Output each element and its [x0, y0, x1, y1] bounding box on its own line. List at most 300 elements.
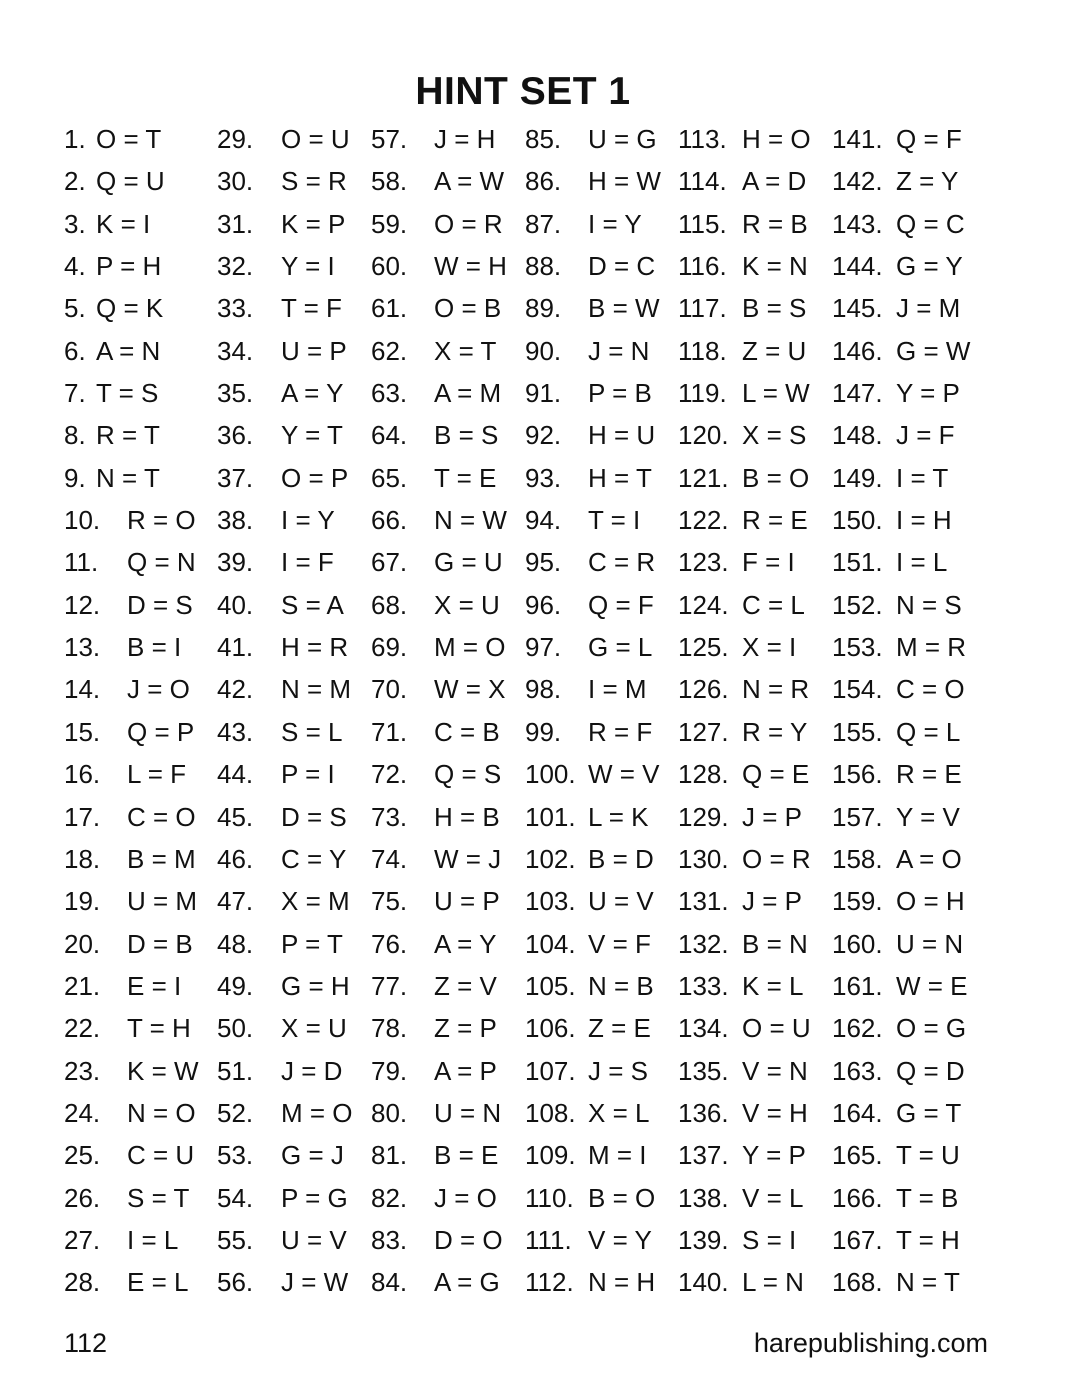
- hint-number: 64.: [371, 420, 408, 451]
- hint-number: 33.: [217, 293, 254, 324]
- hint-row: [371, 414, 507, 456]
- hint-pair: K = I: [96, 208, 151, 239]
- hint-pair: O = R: [434, 208, 503, 239]
- hint-number: 126.: [678, 674, 729, 705]
- hint-row: [217, 330, 353, 372]
- hint-row: [217, 838, 353, 880]
- hint-pair: G = Y: [896, 251, 963, 282]
- hint-pair: O = T: [96, 124, 162, 154]
- hint-pair: V = H: [742, 1097, 808, 1128]
- hint-number: 100.: [525, 759, 576, 790]
- hint-row: [371, 1219, 507, 1261]
- hint-pair: Q = F: [896, 124, 962, 154]
- hint-number: 18.: [64, 843, 101, 874]
- hint-row: [64, 923, 199, 965]
- hint-pair: J = P: [742, 801, 802, 832]
- hint-row: [678, 1134, 811, 1176]
- hint-pair: N = T: [896, 1267, 960, 1298]
- hint-pair: G = J: [281, 1140, 344, 1171]
- hint-number: 157.: [832, 801, 883, 832]
- hint-number: 13.: [64, 632, 101, 663]
- hint-column-2: [217, 118, 353, 1304]
- hint-pair: W = E: [896, 970, 968, 1001]
- hint-row: [64, 753, 199, 795]
- hint-number: 153.: [832, 632, 883, 663]
- hint-number: 8.: [64, 420, 86, 451]
- hint-pair: C = L: [742, 589, 805, 620]
- hint-pair: T = H: [896, 1224, 960, 1255]
- hint-number: 44.: [217, 759, 254, 790]
- hint-row: [832, 541, 970, 583]
- hint-row: [371, 1007, 507, 1049]
- hint-row: [678, 796, 811, 838]
- hint-row: [217, 626, 353, 668]
- hint-number: 14.: [64, 674, 101, 705]
- hint-row: [371, 160, 507, 202]
- hint-number: 53.: [217, 1140, 254, 1171]
- hint-pair: S = T: [127, 1182, 190, 1213]
- hint-pair: I = L: [896, 547, 948, 578]
- hint-pair: J = M: [896, 293, 961, 324]
- hint-row: [832, 753, 970, 795]
- hint-number: 49.: [217, 970, 254, 1001]
- hint-number: 98.: [525, 674, 562, 705]
- hint-number: 7.: [64, 378, 86, 409]
- hint-pair: Z = P: [434, 1013, 497, 1044]
- hint-number: 123.: [678, 547, 729, 578]
- hint-number: 11.: [64, 547, 99, 578]
- hint-row: [832, 414, 970, 456]
- hint-row: [678, 330, 811, 372]
- hint-pair: P = T: [281, 928, 343, 959]
- hint-number: 36.: [217, 420, 254, 451]
- hint-row: [217, 796, 353, 838]
- hint-number: 138.: [678, 1182, 729, 1213]
- hint-pair: G = U: [434, 547, 503, 578]
- hint-number: 92.: [525, 420, 562, 451]
- hint-pair: O = U: [742, 1013, 811, 1044]
- hint-row: [832, 584, 970, 626]
- hint-pair: W = H: [434, 251, 507, 282]
- hint-pair: C = B: [434, 716, 500, 747]
- hint-row: [832, 668, 970, 710]
- hint-row: [371, 1050, 507, 1092]
- hint-row: [217, 753, 353, 795]
- hint-number: 23.: [64, 1055, 101, 1086]
- hint-pair: B = D: [588, 843, 654, 874]
- hint-pair: D = O: [434, 1224, 503, 1255]
- hint-pair: J = N: [588, 335, 650, 366]
- hint-pair: O = U: [281, 124, 350, 154]
- hint-number: 2.: [64, 166, 86, 197]
- hint-number: 103.: [525, 886, 576, 917]
- hint-pair: O = G: [896, 1013, 967, 1044]
- hint-row: [832, 203, 970, 245]
- hint-row: [678, 1007, 811, 1049]
- hint-number: 160.: [832, 928, 883, 959]
- hint-number: 58.: [371, 166, 408, 197]
- hint-row: [678, 880, 811, 922]
- hint-row: [832, 1219, 970, 1261]
- hint-row: [832, 1092, 970, 1134]
- hint-pair: B = O: [742, 462, 810, 493]
- hint-number: 54.: [217, 1182, 254, 1213]
- hint-column-4: [525, 118, 661, 1304]
- hint-pair: M = O: [434, 632, 506, 663]
- hint-pair: D = S: [127, 589, 193, 620]
- hint-number: 106.: [525, 1013, 576, 1044]
- hint-row: [678, 1050, 811, 1092]
- hint-row: [832, 923, 970, 965]
- hint-row: [64, 245, 199, 287]
- hint-pair: C = O: [127, 801, 196, 832]
- hint-number: 73.: [371, 801, 408, 832]
- hint-pair: G = L: [588, 632, 653, 663]
- hint-number: 81.: [371, 1140, 408, 1171]
- hint-pair: X = S: [742, 420, 807, 451]
- hint-pair: Y = I: [281, 251, 335, 282]
- hint-number: 168.: [832, 1267, 883, 1298]
- hint-row: [371, 499, 507, 541]
- hint-row: [64, 203, 199, 245]
- hint-row: [217, 880, 353, 922]
- hint-pair: I = Y: [281, 505, 335, 536]
- hint-pair: B = W: [588, 293, 660, 324]
- hint-row: [525, 965, 661, 1007]
- hint-row: [832, 796, 970, 838]
- hint-number: 72.: [371, 759, 408, 790]
- hint-row: [371, 118, 507, 160]
- hint-number: 17.: [64, 801, 101, 832]
- hint-number: 116.: [678, 251, 727, 282]
- hint-row: [371, 457, 507, 499]
- hint-row: [217, 499, 353, 541]
- hint-row: [64, 1177, 199, 1219]
- hint-row: [217, 965, 353, 1007]
- hint-pair: V = Y: [588, 1224, 652, 1255]
- hint-pair: T = H: [127, 1013, 191, 1044]
- hint-pair: N = H: [588, 1267, 656, 1298]
- hint-row: [525, 203, 661, 245]
- hint-row: [525, 753, 661, 795]
- hint-number: 15.: [64, 716, 101, 747]
- hint-pair: Y = T: [281, 420, 343, 451]
- hint-number: 161.: [832, 970, 883, 1001]
- hint-number: 112.: [525, 1267, 574, 1298]
- hint-pair: B = S: [434, 420, 499, 451]
- hint-pair: N = W: [434, 505, 507, 536]
- hint-pair: B = O: [588, 1182, 656, 1213]
- hint-row: [64, 1134, 199, 1176]
- hint-pair: H = R: [281, 632, 349, 663]
- hint-number: 159.: [832, 886, 883, 917]
- hint-row: [525, 796, 661, 838]
- hint-pair: N = S: [896, 589, 962, 620]
- hint-row: [525, 457, 661, 499]
- hint-number: 136.: [678, 1097, 729, 1128]
- hint-number: 68.: [371, 589, 408, 620]
- hint-number: 111.: [525, 1224, 572, 1255]
- hint-number: 144.: [832, 251, 883, 282]
- hint-number: 143.: [832, 208, 883, 239]
- hint-pair: H = U: [588, 420, 656, 451]
- hint-row: [371, 880, 507, 922]
- hint-row: [371, 372, 507, 414]
- hint-row: [64, 372, 199, 414]
- hint-pair: L = W: [742, 378, 810, 409]
- hint-number: 52.: [217, 1097, 254, 1128]
- hint-number: 42.: [217, 674, 254, 705]
- hint-pair: N = B: [588, 970, 654, 1001]
- hint-number: 24.: [64, 1097, 101, 1128]
- hint-pair: X = L: [588, 1097, 650, 1128]
- hint-number: 127.: [678, 716, 729, 747]
- hint-pair: H = W: [588, 166, 661, 197]
- hint-pair: U = N: [896, 928, 964, 959]
- hint-row: [371, 796, 507, 838]
- hint-number: 25.: [64, 1140, 101, 1171]
- hint-row: [832, 838, 970, 880]
- hint-number: 47.: [217, 886, 254, 917]
- hint-row: [525, 880, 661, 922]
- hint-row: [678, 499, 811, 541]
- hint-row: [678, 626, 811, 668]
- hint-pair: U = V: [588, 886, 654, 917]
- hint-row: [371, 1177, 507, 1219]
- hint-row: [678, 1177, 811, 1219]
- hint-pair: B = I: [127, 632, 182, 663]
- hint-row: [832, 1134, 970, 1176]
- hint-number: 66.: [371, 505, 408, 536]
- hint-number: 55.: [217, 1224, 254, 1255]
- hint-pair: N = R: [742, 674, 810, 705]
- hint-pair: X = U: [281, 1013, 347, 1044]
- hint-pair: N = O: [127, 1097, 196, 1128]
- hint-row: [371, 1261, 507, 1303]
- hint-row: [525, 711, 661, 753]
- hint-pair: V = F: [588, 928, 651, 959]
- hint-row: [217, 457, 353, 499]
- hint-pair: A = O: [896, 843, 962, 874]
- hint-row: [217, 118, 353, 160]
- hint-pair: J = F: [896, 420, 955, 451]
- hint-pair: P = I: [281, 759, 335, 790]
- hint-pair: Q = F: [588, 589, 654, 620]
- hint-pair: A = Y: [281, 378, 344, 409]
- hint-pair: Z = Y: [896, 166, 959, 197]
- hint-pair: Q = K: [96, 293, 164, 324]
- hint-row: [525, 1092, 661, 1134]
- hint-number: 45.: [217, 801, 254, 832]
- publisher-website: harepublishing.com: [753, 1328, 988, 1358]
- hint-number: 137.: [678, 1140, 729, 1171]
- hint-number: 104.: [525, 928, 576, 959]
- hint-row: [832, 1050, 970, 1092]
- hint-pair: Z = U: [742, 335, 807, 366]
- hint-number: 109.: [525, 1140, 576, 1171]
- hint-pair: V = L: [742, 1182, 804, 1213]
- hint-row: [678, 965, 811, 1007]
- hint-number: 162.: [832, 1013, 883, 1044]
- hint-pair: U = M: [127, 886, 198, 917]
- hint-number: 41.: [217, 632, 254, 663]
- hint-row: [678, 668, 811, 710]
- hint-pair: B = M: [127, 843, 196, 874]
- page-number: 112: [64, 1328, 108, 1358]
- hint-row: [217, 711, 353, 753]
- hint-pair: K = P: [281, 208, 346, 239]
- hint-pair: I = H: [896, 505, 952, 536]
- hint-number: 95.: [525, 547, 562, 578]
- hint-pair: H = T: [588, 462, 652, 493]
- hint-number: 9.: [64, 462, 86, 493]
- hint-number: 65.: [371, 462, 408, 493]
- hint-pair: I = L: [127, 1224, 179, 1255]
- hint-number: 74.: [371, 843, 408, 874]
- hint-row: [678, 203, 811, 245]
- hint-pair: C = U: [127, 1140, 195, 1171]
- hint-pair: Q = S: [434, 759, 502, 790]
- hint-pair: U = G: [588, 124, 657, 154]
- hint-row: [678, 541, 811, 583]
- hint-row: [832, 160, 970, 202]
- hint-row: [371, 1092, 507, 1134]
- hint-pair: C = Y: [281, 843, 347, 874]
- hint-number: 110.: [525, 1182, 574, 1213]
- hint-number: 165.: [832, 1140, 883, 1171]
- hint-number: 90.: [525, 335, 562, 366]
- hint-number: 57.: [371, 124, 408, 154]
- hint-pair: V = N: [742, 1055, 808, 1086]
- hint-row: [678, 1261, 811, 1303]
- hint-column-5: [678, 118, 811, 1304]
- page-title: HINT SET 1: [415, 70, 631, 113]
- hint-row: [525, 499, 661, 541]
- hint-row: [832, 1177, 970, 1219]
- hint-pair: H = O: [742, 124, 811, 154]
- hint-row: [371, 668, 507, 710]
- hint-number: 154.: [832, 674, 883, 705]
- hint-row: [525, 584, 661, 626]
- hint-row: [832, 965, 970, 1007]
- hint-pair: R = F: [588, 716, 653, 747]
- hint-row: [64, 1219, 199, 1261]
- hint-row: [678, 711, 811, 753]
- hint-number: 96.: [525, 589, 562, 620]
- hint-number: 145.: [832, 293, 883, 324]
- hint-pair: A = D: [742, 166, 807, 197]
- hint-pair: Z = E: [588, 1013, 651, 1044]
- hint-row: [64, 838, 199, 880]
- hint-number: 166.: [832, 1182, 883, 1213]
- hint-number: 71.: [371, 716, 408, 747]
- hint-number: 62.: [371, 335, 408, 366]
- hint-number: 38.: [217, 505, 254, 536]
- hint-pair: H = B: [434, 801, 500, 832]
- hint-number: 117.: [678, 293, 727, 324]
- hint-pair: S = R: [281, 166, 347, 197]
- hint-number: 150.: [832, 505, 883, 536]
- hint-number: 87.: [525, 208, 562, 239]
- hint-row: [525, 541, 661, 583]
- hint-number: 158.: [832, 843, 883, 874]
- hint-pair: P = B: [588, 378, 652, 409]
- hint-number: 12.: [64, 589, 101, 620]
- hint-column-3: [371, 118, 507, 1304]
- hint-row: [678, 1092, 811, 1134]
- hint-number: 119.: [678, 378, 727, 409]
- hint-row: [832, 1007, 970, 1049]
- hint-row: [217, 287, 353, 329]
- hint-number: 21.: [64, 970, 101, 1001]
- hint-row: [678, 372, 811, 414]
- hint-row: [525, 1261, 661, 1303]
- hint-number: 56.: [217, 1267, 254, 1298]
- hint-pair: Y = P: [742, 1140, 806, 1171]
- hint-number: 124.: [678, 589, 729, 620]
- hint-pair: T = E: [434, 462, 497, 493]
- hint-number: 85.: [525, 124, 562, 154]
- hint-pair: G = T: [896, 1097, 962, 1128]
- hint-pair: X = U: [434, 589, 500, 620]
- hint-number: 37.: [217, 462, 254, 493]
- hint-number: 3.: [64, 208, 86, 239]
- hint-pair: Z = V: [434, 970, 497, 1001]
- hint-row: [217, 414, 353, 456]
- hint-number: 69.: [371, 632, 408, 663]
- hint-number: 132.: [678, 928, 729, 959]
- hint-number: 80.: [371, 1097, 408, 1128]
- hint-row: [64, 584, 199, 626]
- hint-pair: G = H: [281, 970, 350, 1001]
- hint-number: 39.: [217, 547, 254, 578]
- hint-pair: Q = P: [127, 716, 195, 747]
- hint-row: [371, 626, 507, 668]
- hint-pair: T = F: [281, 293, 342, 324]
- hint-number: 76.: [371, 928, 408, 959]
- hint-pair: O = P: [281, 462, 349, 493]
- hint-number: 48.: [217, 928, 254, 959]
- hint-number: 31.: [217, 208, 254, 239]
- hint-pair: A = M: [434, 378, 502, 409]
- hint-number: 46.: [217, 843, 254, 874]
- hint-number: 135.: [678, 1055, 729, 1086]
- hint-number: 97.: [525, 632, 562, 663]
- hint-pair: U = P: [281, 335, 347, 366]
- hint-number: 1.: [64, 124, 86, 154]
- hint-row: [64, 541, 199, 583]
- hint-number: 40.: [217, 589, 254, 620]
- hint-row: [832, 880, 970, 922]
- hint-row: [64, 1092, 199, 1134]
- hint-row: [678, 287, 811, 329]
- hint-pair: J = H: [434, 124, 496, 154]
- hint-row: [371, 203, 507, 245]
- hint-row: [217, 1134, 353, 1176]
- hint-number: 148.: [832, 420, 883, 451]
- hint-row: [64, 1007, 199, 1049]
- hint-pair: U = N: [434, 1097, 502, 1128]
- hint-number: 105.: [525, 970, 576, 1001]
- hint-pair: R = B: [742, 208, 808, 239]
- hint-row: [64, 287, 199, 329]
- hint-number: 75.: [371, 886, 408, 917]
- hint-number: 129.: [678, 801, 729, 832]
- hint-pair: O = H: [896, 886, 965, 917]
- hint-pair: A = G: [434, 1267, 500, 1298]
- hint-number: 121.: [678, 462, 729, 493]
- hint-pair: R = O: [127, 505, 196, 536]
